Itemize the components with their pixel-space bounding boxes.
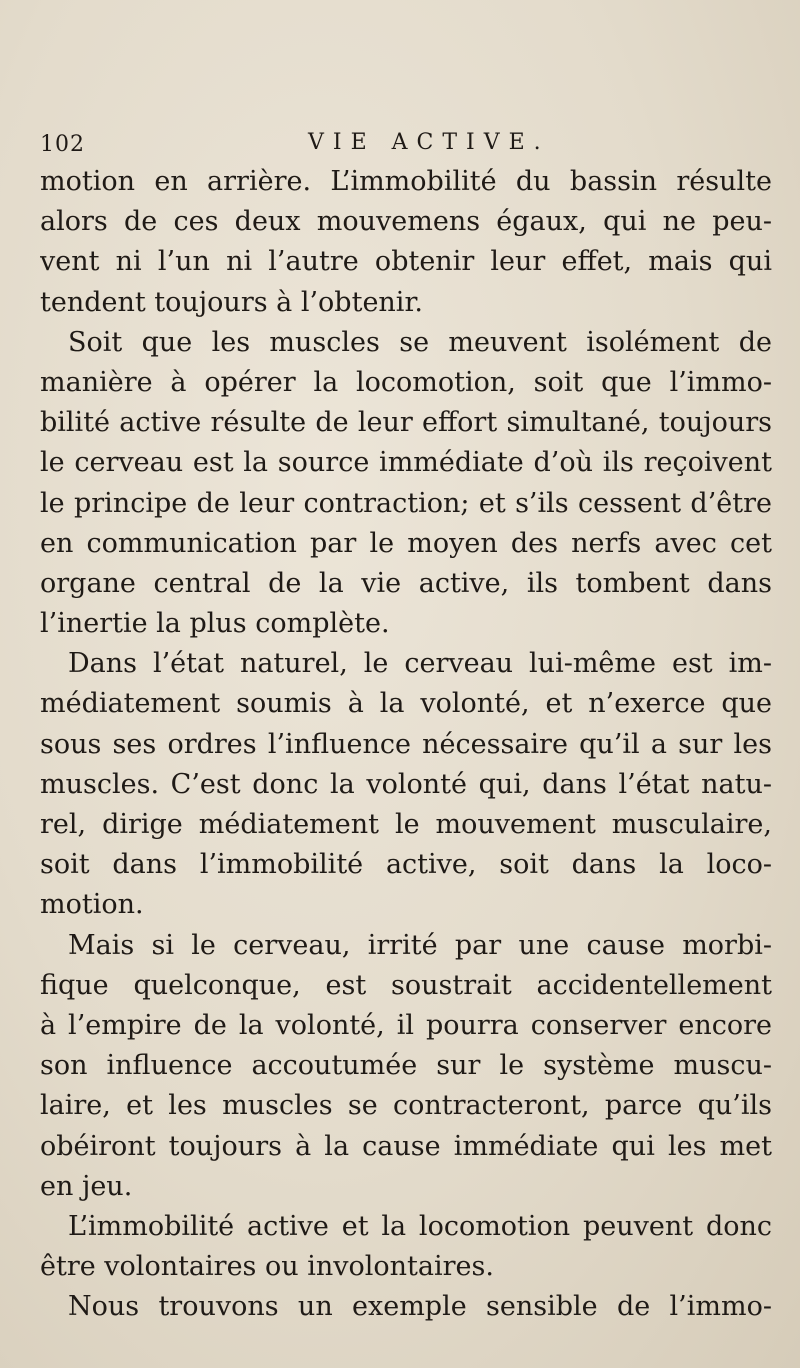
text-line: tendent toujours à l’obtenir. [40,286,423,318]
text-line: Mais si le cerveau, irrité par une cause morbi- [68,929,772,961]
page-header [40,128,780,164]
text-line: vent ni l’un ni l’autre obtenir leur effet, mais qui [40,246,772,278]
text-line: son influence accoutumée sur le système muscu- [40,1050,772,1082]
body-text [40,162,772,1327]
text-line: muscles. C’est donc la volonté qui, dans l’état natu- [40,768,772,800]
text-line: Dans l’état naturel, le cerveau lui-même est im- [68,648,772,680]
text-line: soit dans l’immobilité active, soit dans la loco- [40,849,772,881]
text-line: manière à opérer la locomotion, soit que l’immo- [40,366,772,398]
text-line: laire, et les muscles se contracteront, parce qu’ils [40,1090,772,1122]
text-line: le cerveau est la source immédiate d’où ils reçoivent [40,447,772,479]
text-line: l’inertie la plus complète. [40,608,390,640]
running-title: VIE ACTIVE. [308,130,550,155]
text-line: bilité active résulte de leur effort simultané, toujours [40,407,772,439]
text-line: obéiront toujours à la cause immédiate qui les met [40,1130,772,1162]
text-line: être volontaires ou involontaires. [40,1251,494,1283]
text-line: Nous trouvons un exemple sensible de l’immo- [68,1291,772,1323]
text-line: organe central de la vie active, ils tombent dans [40,567,772,599]
text-line: motion. [40,889,144,921]
text-line: médiatement soumis à la volonté, et n’exerce que [40,688,772,720]
text-line: motion en arrière. L’immobilité du bassin résulte [40,166,772,197]
text-line: alors de ces deux mouvemens égaux, qui ne peu- [40,206,772,238]
text-line: en communication par le moyen des nerfs avec cet [40,527,772,559]
text-line: à l’empire de la volonté, il pourra conserver encore [40,1009,772,1041]
text-line: L’immobilité active et la locomotion peuvent donc [68,1210,772,1242]
text-line: sous ses ordres l’influence nécessaire qu’il a sur les [40,728,772,760]
text-line: le principe de leur contraction; et s’ils cessent d’être [40,487,772,519]
text-line: en jeu. [40,1170,133,1202]
page-number: 102 [40,132,85,157]
text-line: rel, dirige médiatement le mouvement musculaire, [40,809,772,840]
text-line: Soit que les muscles se meuvent isolément de [68,326,772,358]
text-line: fique quelconque, est soustrait accidentellement [40,969,772,1001]
